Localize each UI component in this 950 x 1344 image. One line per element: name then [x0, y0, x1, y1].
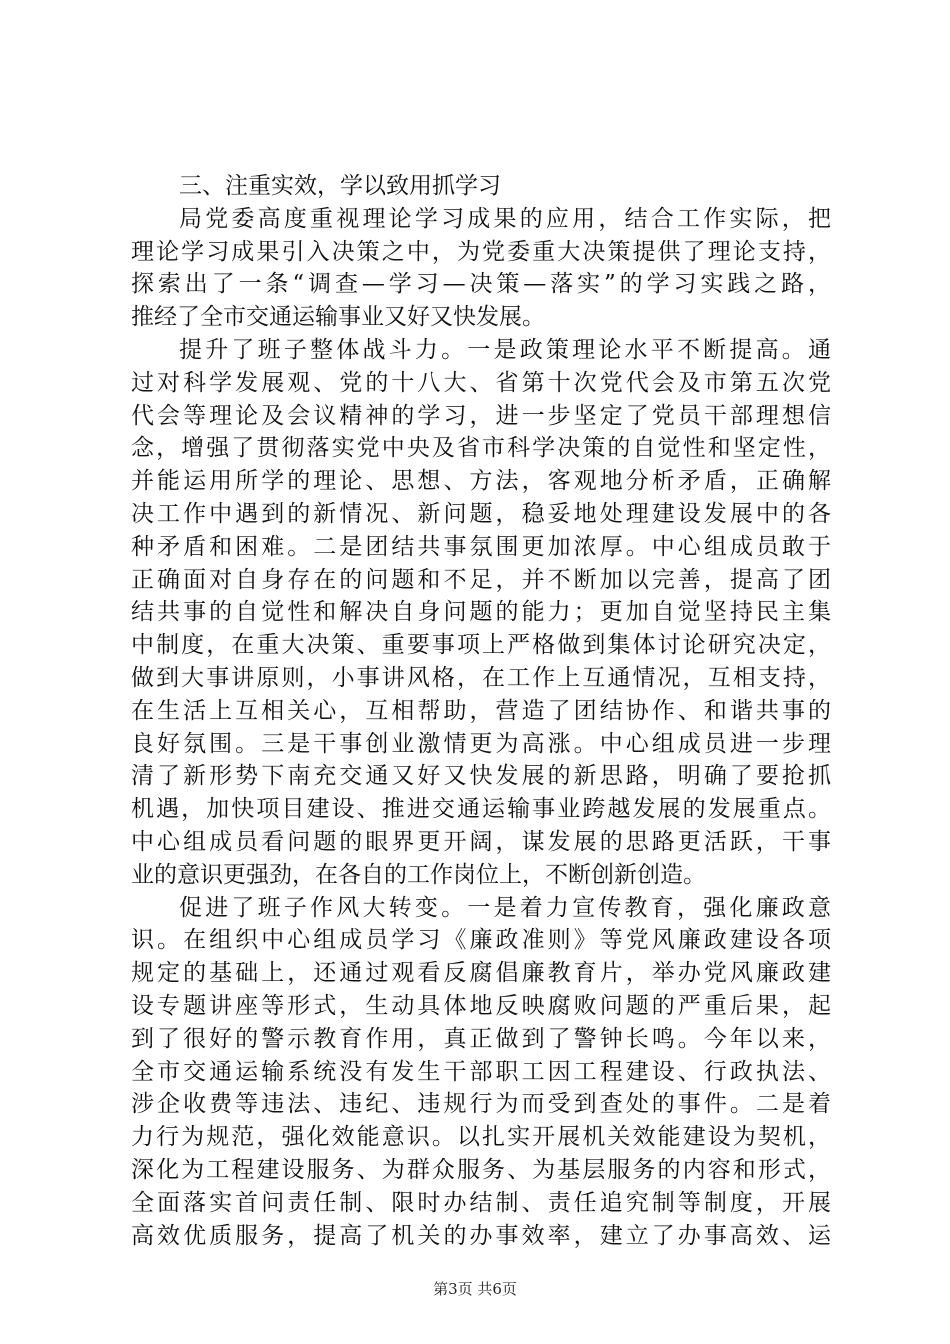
paragraph-line: 种矛盾和困难。二是团结共事氛围更加浓厚。中心组成员敢于 [131, 533, 831, 560]
document-body [131, 170, 831, 1252]
paragraph-line: 决工作中遇到的新情况、新问题，稳妥地处理建设发展中的各 [131, 500, 831, 527]
paragraph-line: 设专题讲座等形式，生动具体地反映腐败问题的严重后果，起 [131, 992, 831, 1019]
paragraph-line: 促进了班子作风大转变。一是着力宣传教育，强化廉政意 [179, 894, 831, 921]
paragraph-line: 正确面对自身存在的问题和不足，并不断加以完善，提高了团 [131, 566, 831, 593]
paragraph-2 [131, 334, 831, 892]
paragraph-line: 做到大事讲原则，小事讲风格，在工作上互通情况，互相支持， [131, 664, 831, 691]
paragraph-line: 规定的基础上，还通过观看反腐倡廉教育片，举办党风廉政建 [131, 960, 831, 987]
paragraph-line: 良好氛围。三是干事创业激情更为高涨。中心组成员进一步理 [131, 730, 831, 757]
paragraph-line: 深化为工程建设服务、为群众服务、为基层服务的内容和形式， [131, 1156, 831, 1183]
paragraph-3 [131, 892, 831, 1253]
paragraph-1 [131, 203, 831, 334]
paragraph-line: 全市交通运输系统没有发生干部职工因工程建设、行政执法、 [131, 1058, 831, 1085]
paragraph-line: 业的意识更强劲，在各自的工作岗位上，不断创新创造。 [131, 861, 706, 888]
paragraph-line: 清了新形势下南充交通又好又快发展的新思路，明确了要抢抓 [131, 763, 831, 790]
paragraph-line: 探索出了一条“调查—学习—决策—落实”的学习实践之路， [131, 271, 831, 298]
paragraph-line: 过对科学发展观、党的十八大、省第十次党代会及市第五次党 [131, 369, 831, 396]
paragraph-line: 念，增强了贯彻落实党中央及省市科学决策的自觉性和坚定性， [131, 435, 831, 462]
paragraph-line: 在生活上互相关心，互相帮助，营造了团结协作、和谐共事的 [131, 697, 831, 724]
paragraph-line: 中心组成员看问题的眼界更开阔，谋发展的思路更活跃，干事 [131, 828, 831, 855]
paragraph-line: 涉企收费等违法、违纪、违规行为而受到查处的事件。二是着 [131, 1091, 831, 1118]
paragraph-line: 并能运用所学的理论、思想、方法，客观地分析矛盾，正确解 [131, 468, 831, 495]
paragraph-line: 代会等理论及会议精神的学习，进一步坚定了党员干部理想信 [131, 402, 831, 429]
page-number-footer: 第3页 共6页 [433, 1280, 517, 1298]
paragraph-line: 理论学习成果引入决策之中，为党委重大决策提供了理论支持， [131, 238, 831, 265]
paragraph-line: 机遇，加快项目建设、推进交通运输事业跨越发展的发展重点。 [131, 796, 831, 823]
paragraph-line: 高效优质服务，提高了机关的办事效率，建立了办事高效、运 [131, 1222, 831, 1249]
paragraph-line: 力行为规范，强化效能意识。以扎实开展机关效能建设为契机， [131, 1124, 831, 1151]
paragraph-line: 中制度，在重大决策、重要事项上严格做到集体讨论研究决定， [131, 632, 831, 659]
paragraph-line: 到了很好的警示教育作用，真正做到了警钟长鸣。今年以来， [131, 1025, 831, 1052]
paragraph-line: 识。在组织中心组成员学习《廉政准则》等党风廉政建设各项 [131, 927, 831, 954]
paragraph-line: 全面落实首问责任制、限时办结制、责任追究制等制度，开展 [131, 1189, 831, 1216]
paragraph-line: 推经了全市交通运输事业又好又快发展。 [131, 304, 545, 331]
section-heading: 三、注重实效，学以致用抓学习 [179, 173, 501, 199]
paragraph-line: 局党委高度重视理论学习成果的应用，结合工作实际，把 [179, 205, 831, 232]
paragraph-line: 结共事的自觉性和解决自身问题的能力；更加自觉坚持民主集 [131, 599, 831, 626]
paragraph-line: 提升了班子整体战斗力。一是政策理论水平不断提高。通 [179, 336, 831, 363]
